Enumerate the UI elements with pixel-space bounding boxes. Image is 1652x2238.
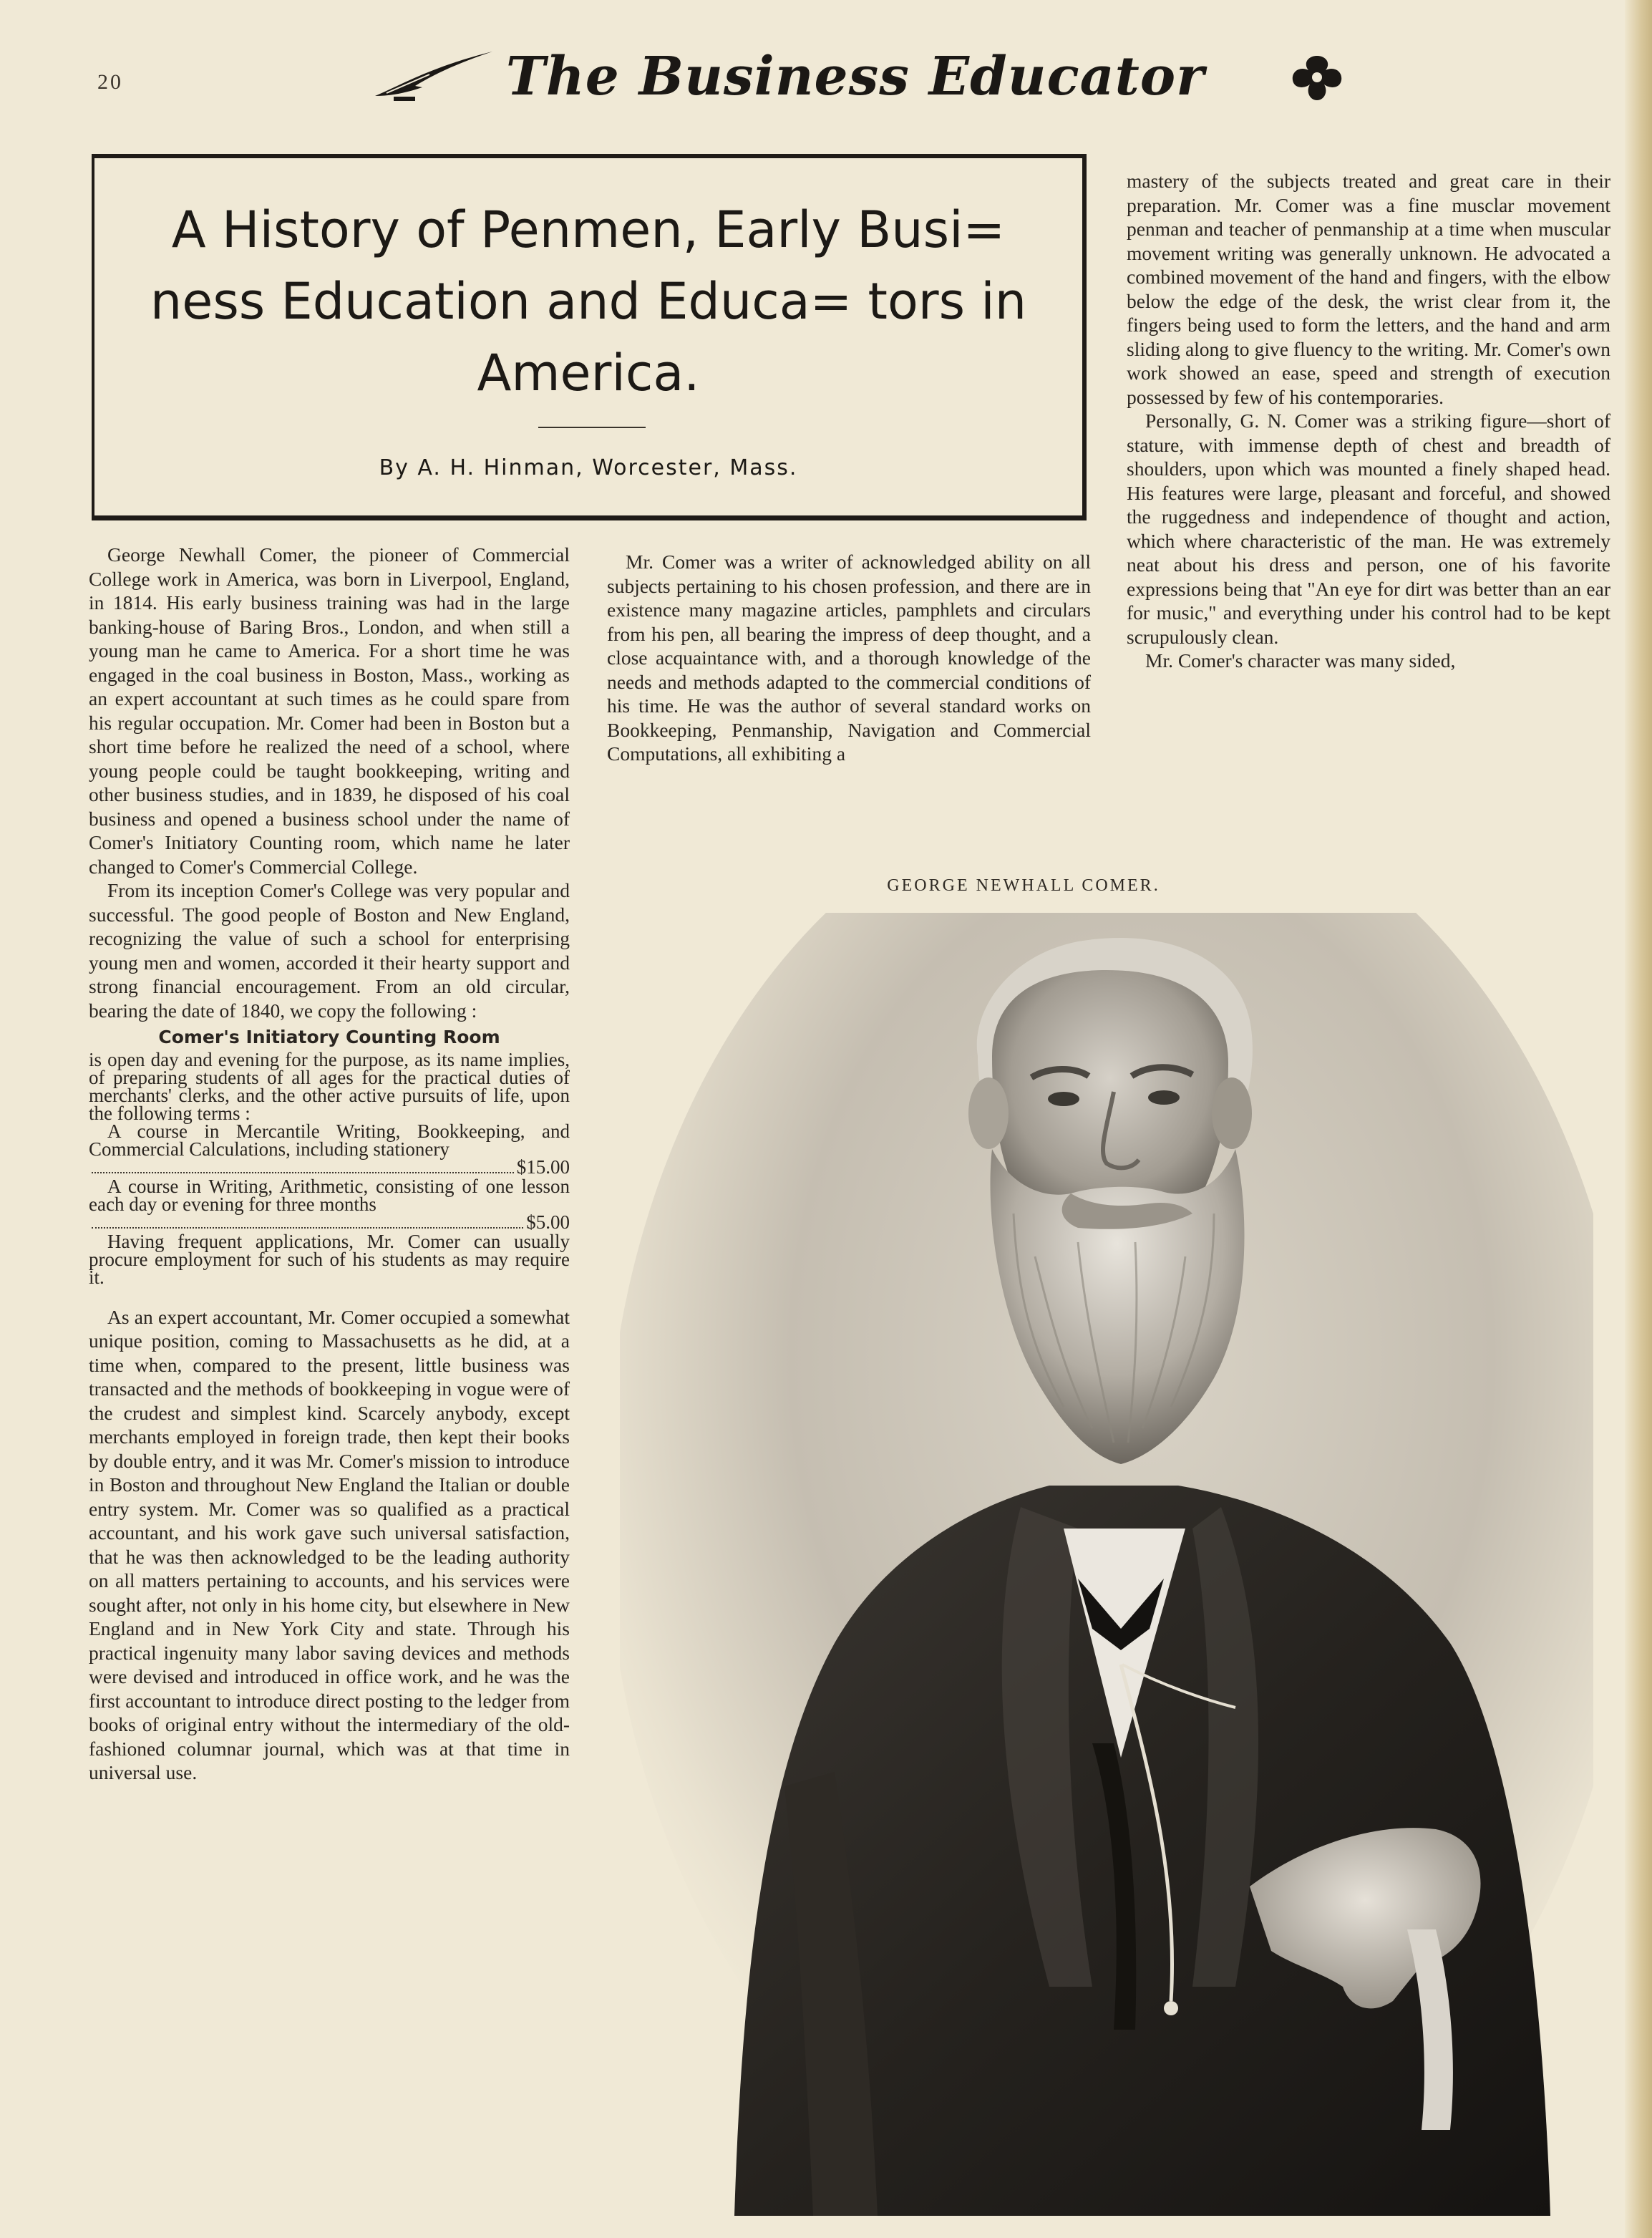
course-fee-line [89, 1158, 570, 1178]
portrait-photo [620, 913, 1593, 2216]
course-price: $5.00 [526, 1211, 570, 1233]
article-column-1 [89, 543, 570, 1785]
course-description: A course in Mercantile Writing, Bookkeeping, and Commercial Calculations, including stationery [89, 1120, 570, 1160]
leader-dots [92, 1172, 514, 1173]
article-column-3 [1127, 169, 1610, 673]
course-fee-line [89, 1211, 570, 1233]
fleuron-ornament-icon [1288, 53, 1346, 103]
paragraph: From its inception Comer's College was very popular and successful. The good people of Boston and New England, recognizing the value of such a school for enterprising young men and women, accorded it their hearty support and strong financial encouragement. From an old circular, bearing the date of 1840, we copy the following : [89, 879, 570, 1022]
article-column-2 [607, 550, 1091, 766]
article-title: A History of Penmen, Early Busi= ness Education and Educa= tors in America. [150, 200, 1027, 402]
course-item [89, 1120, 570, 1160]
quill-pen-icon [372, 46, 494, 103]
paragraph: Mr. Comer was a writer of acknowledged ability on all subjects pertaining to his chosen profession, and there are in existence many magazine articles, pamphlets and circulars from his pen, all bearing the impress of deep thought, and a close acquaintance with, and a thorough knowledge of the needs and methods adapted to the commercial conditions of his time. He was the author of several standard works on Bookkeeping, Penmanship, Navigation and Commercial Computations, all exhibiting a [607, 551, 1091, 765]
portrait-caption: GEORGE NEWHALL COMER. [887, 876, 1160, 895]
course-description: A course in Writing, Arithmetic, consisting of one lesson each day or evening for three months [89, 1175, 570, 1215]
title-divider [538, 427, 646, 428]
masthead-title: The Business Educator [505, 46, 1205, 107]
course-price: $15.00 [516, 1156, 570, 1178]
circular-intro: is open day and evening for the purpose, as its name implies, of preparing students of all ages for the practical duties of merchants' clerks, and the other active pursuits of life, upon the following terms : [89, 1048, 570, 1124]
masthead [372, 37, 1346, 116]
page-edge [1625, 0, 1652, 2238]
paragraph: Personally, G. N. Comer was a striking figure—short of stature, with immense depth of chest and breadth of shoulders, upon which was mounted a finely shaped head. His features were large, pleasant and forceful, and showed the ruggedness and independence of thought and action, which where characteristic of the man. He was extremely neat about his dress and person, one of his favorite expressions being that "An eye for dirt was better than an ear for music," and everything under his control had to be kept scrupulously clean. [1127, 410, 1610, 648]
course-item [89, 1175, 570, 1215]
article-title-box [92, 154, 1087, 520]
circular-heading: Comer's Initiatory Counting Room [158, 1027, 500, 1047]
paragraph: As an expert accountant, Mr. Comer occupied a somewhat unique position, coming to Massachusetts as he did, at a time when, compared to the present, little business was transacted and the methods of bookkeeping in vogue were of the crudest and simplest kind. Scarcely anybody, except merchants employed in foreign trade, then kept their books by double entry, and it was Mr. Comer's mission to introduce in Boston and throughout New England the Italian or double entry system. Mr. Comer was so qualified as a practical accountant, and his work gave such universal satisfaction, that he was then acknowledged to be the leading authority on all matters pertaining to accounts, and his services were sought after, not only in his home city, but elsewhere in New England and in New York City and state. Through his practical ingenuity many labor saving devices and methods were devised and introduced in office work, and he was the first accountant to introduce direct posting to the ledger from books of original entry without the intermediary of the old-fashioned columnar journal, which was at that time in universal use. [89, 1305, 570, 1783]
leader-dots [92, 1227, 523, 1229]
paragraph: Mr. Comer's character was many sided, [1145, 649, 1456, 672]
byline: By A. H. Hinman, Worcester, Mass. [379, 455, 798, 480]
page-number: 20 [97, 70, 123, 94]
circular-excerpt [89, 1048, 570, 1288]
paragraph: George Newhall Comer, the pioneer of Commercial College work in America, was born in Liverpool, England, in 1814. His early business training was had in the large banking-house of Baring Bros., London, and when still a young man he came to America. For a short time he was engaged in the coal business in Boston, Mass., working as an expert accountant at such times as he could spare from his regular occupation. Mr. Comer had been in Boston but a short time before he realized the need of a school, where young people could be taught bookkeeping, writing and other business studies, and in 1839, he disposed of his coal business and opened a business school under the name of Comer's Initiatory Counting room, which name he later changed to Comer's Commercial College. [89, 543, 570, 878]
circular-outro: Having frequent applications, Mr. Comer can usually procure employment for such of his students as may require it. [89, 1230, 570, 1288]
paragraph: mastery of the subjects treated and great care in their preparation. Mr. Comer was a fine musclar movement penman and teacher of penmanship at a time when muscular movement writing was generally unknown. He advocated a combined movement of the hand and fingers, with the elbow below the edge of the desk, the wrist clear from it, the fingers being used to form the letters, and the hand and arm sliding along to give fluency to the writing. Mr. Comer's own work showed an ease, speed and strength of execution possessed by few of his contemporaries. [1127, 170, 1610, 408]
